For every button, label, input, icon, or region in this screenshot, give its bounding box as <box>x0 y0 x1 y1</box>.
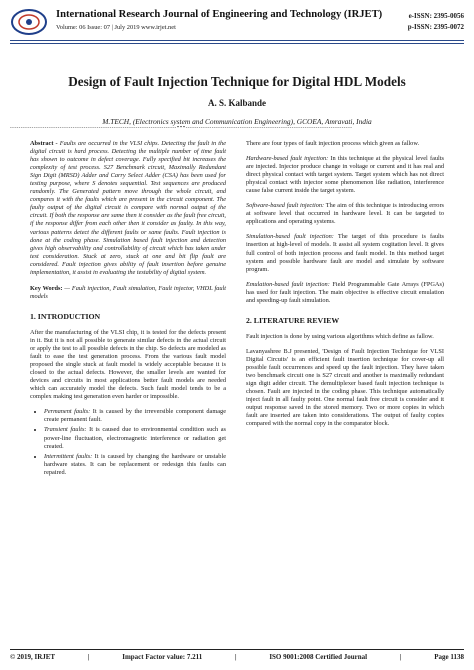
footer-iso: ISO 9001:2008 Certified Journal <box>269 653 368 661</box>
separator-line: -----------------------------------------------------------------------------***----------------------------------------------------------------------------- <box>10 126 353 131</box>
list-item <box>44 408 226 424</box>
abstract-text: Faults are occurred in the VLSI chips. Detecting the fault in the digital circuit is hard process. Detecting the multiple number of time fault has shown to outcome in defect coverage. Fully specified bit increases the complexity of test process. S27 Benchmark circuit, Maximally Redundant Sign Digit (MRSD) Adder and Carry Select Adder (CSA) has been used for testing purpose, where S denotes sequential. Test sequences are produced randomly. The Generated pattern move through the whole circuit, and compares it with the faults which are present in the circuit component. The faulty output of the digital circuit is compare with normal output of the circuit. If both the response are same then it consider as the fault free circuit, if the response differ from each other then it consider as faulty. In this way, various patterns detect the different faults or same faults. Fault injection is done at the coding phase. Simulation based fault injection and detection gives high observability and controllability of circuit which has taken under test consideration. Stuck at zero, stuck at one and bit flip fault are considered. Fault injection gives ability of fault insertion before genuine implementation, it assist in evaluating the testability of digital system. <box>30 140 226 276</box>
technique-paragraph <box>246 155 444 195</box>
irjet-logo <box>10 8 48 36</box>
technique-paragraph <box>246 202 444 226</box>
eissn: e-ISSN: 2395-0056 <box>408 12 464 20</box>
technique-paragraph <box>246 281 444 305</box>
technique-paragraph <box>246 233 444 273</box>
technique-label: Simulation-based fault injection: <box>246 233 334 241</box>
left-column <box>30 140 226 479</box>
list-item-text: It is caused by the irreversible component damage create permanent fault. <box>44 408 226 424</box>
footer <box>10 653 464 661</box>
journal-title: International Research Journal of Engineering and Technology (IRJET) <box>56 9 383 20</box>
technique-text: Field Programmable Gate Arrays (FPGAs) has used for fault injection. The main objective is effective circuit emulation and speeding-up fault simulation. <box>246 280 444 304</box>
technique-label: Hardware-based fault injection: <box>246 155 329 163</box>
volume-line: Volume: 06 Issue: 07 | July 2019 www.irjet.net <box>56 24 176 31</box>
fault-injection-types-intro: There are four types of fault injection process which given as fallow. <box>246 140 420 147</box>
header-rule-thin <box>10 43 464 44</box>
intro-paragraph: After the manufacturing of the VLSI chip, it is tested for the defects present in it. But it is not all possible to generate similar defects in the actual circuit or apply the test to all possible defects in the chip. So defects are modeled as fault to ease the test generation process. From the various fault model proposed the single stuck at fault model is widely acceptable because it is closed to the actual defects. However, the smaller levels are wanted for devices and circuits in most applications better fault models are needed which can accurately model the defects. Such fault model tends to be a complex making test generation even harder or impossible. <box>30 328 226 401</box>
affiliation: M.TECH, (Electronics system and Communication Engineering), GCOEA, Amravati, India <box>102 117 372 126</box>
fault-type-list <box>30 408 226 476</box>
list-item-label: Transient faults: <box>44 426 87 434</box>
footer-divider: | <box>87 653 90 661</box>
list-item <box>44 426 226 450</box>
list-item-text: It is caused by changing the hardware or unstable hardware states. It can be replacement or redesign this faults can repaired. <box>44 452 226 476</box>
footer-impact-factor: Impact Factor value: 7.211 <box>122 653 203 661</box>
keywords-label: Key Words: <box>30 284 63 292</box>
footer-rule <box>10 649 464 650</box>
literature-intro: Fault injection is done by using various algorithms which define as fallow. <box>246 332 434 340</box>
author-name: A. S. Kalbande <box>207 98 267 108</box>
pissn: p-ISSN: 2395-0072 <box>407 23 464 31</box>
literature-heading: 2. LITERATURE REVIEW <box>246 315 340 325</box>
right-column <box>246 140 444 435</box>
header-rule <box>10 40 464 41</box>
technique-text: The target of this procedure is faults insertion at high-level of models. It assist all system cogitation level. It gives full control of both injection process and fault model. In this method target system and possible hardware fault are model and simulate by software program. <box>246 233 445 273</box>
footer-copyright: © 2019, IRJET <box>10 653 56 661</box>
keywords-text: — Fault injection, Fault simulation, Fault injector, VHDL fault models <box>30 284 226 300</box>
paper-title: Design of Fault Injection Technique for Digital HDL Models <box>68 74 406 89</box>
footer-divider: | <box>234 653 237 661</box>
list-item-label: Permanent faults: <box>44 408 91 416</box>
footer-divider: | <box>399 653 402 661</box>
technique-text: In this technique at the physical level faults are injected. Injector produce change in voltage or current and it has real and direct physical contact with target system. Target system which has not direct physical contact with injector some phenomenon like radiation, interference cause false current inside the target system. <box>246 155 444 195</box>
keywords <box>30 285 226 301</box>
list-item-label: Intermittent faults: <box>44 452 93 460</box>
abstract <box>30 140 226 277</box>
footer-page-number: Page 1138 <box>434 653 464 661</box>
list-item <box>44 453 226 477</box>
literature-paragraph: Lavanyashree B.J presented, 'Design of Fault Injection Technique for VLSI Digital Circuits' is an efficient fault insertion technique for cover-up all possible fault occurrences and speed up the fault injection. They have taken two benchmark circuit one is S27 circuit and another is maximally redundant sign digit adder circuit. The demultiplexer based fault injection technique is chosen. Fault are injected in the coding phase. This technique automatically inject fault in all faulty point. One normal fault free circuit is consider and it output response saved in the stored memory. Two or more copies in which fault are inserted are taken into considerations. The output of faulty copies compared with the normal copy in the comparator block. <box>246 347 444 428</box>
abstract-label: Abstract - <box>30 140 58 147</box>
technique-text: The aim of this technique is introducing errors at software level that occurred in hardware level. It can be targeted to applications and operating systems. <box>246 202 444 226</box>
list-item-text: It is caused due to environmental condition such as power-line fluctuation, electromagnetic interference or radiation get created. <box>44 426 227 450</box>
technique-label: Emulation-based fault injection: <box>246 280 330 288</box>
intro-heading: 1. INTRODUCTION <box>30 311 101 321</box>
technique-label: Software-based fault injection: <box>246 202 325 210</box>
